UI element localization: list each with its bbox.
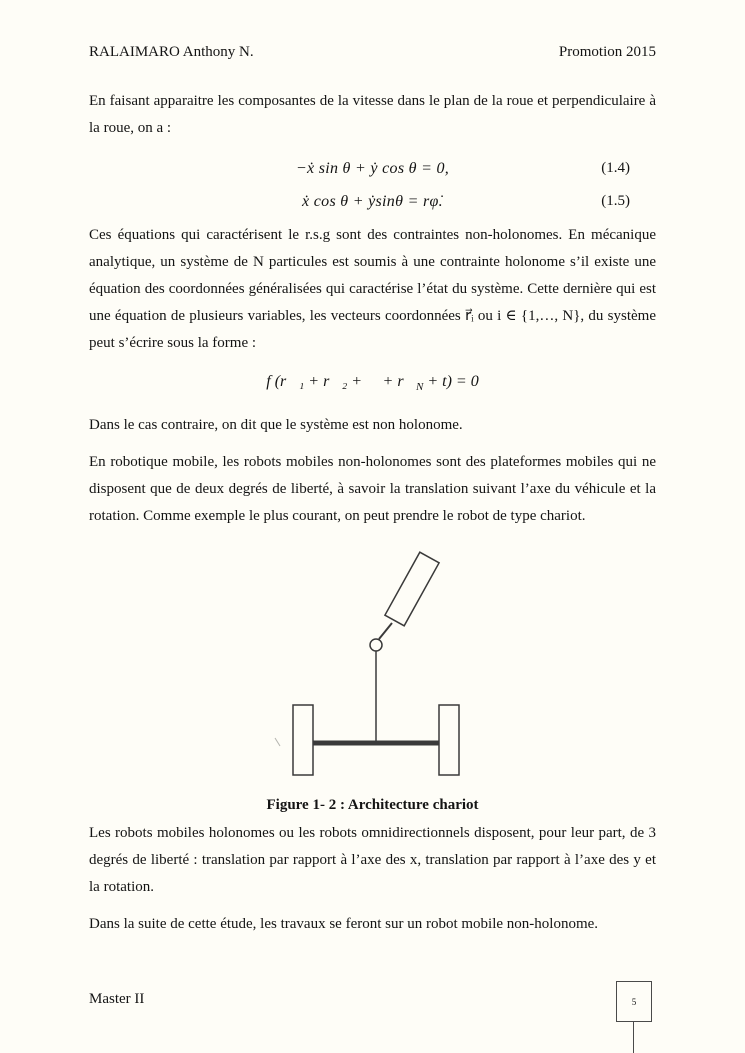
pivot-joint — [370, 639, 382, 651]
chariot-robot-drawing — [266, 544, 466, 782]
equation-1-5 — [89, 185, 656, 218]
equation-holonomic-sub-n: N — [416, 381, 424, 394]
equation-holonomic-lead: f ( — [266, 373, 281, 390]
equation-holonomic-terms: r⃗₁ + r⃗₂ + ⋯ + r⃗ — [280, 373, 417, 390]
stray-mark — [275, 738, 280, 746]
paragraph-holonomic-robots: Les robots mobiles holonomes ou les robots omnidirectionnels disposent, pour leur part, de 3 degrés de liberté : translation par rapport à l’axe des x, translation par rapport à l’axe des y et la rotation. — [89, 825, 656, 896]
equation-1-4-label: (1.4) — [601, 160, 630, 176]
equation-1-4 — [89, 152, 656, 185]
right-wheel — [439, 705, 459, 775]
fork-link — [379, 623, 392, 639]
page-number-connector-line — [633, 1022, 634, 1053]
footer-course: Master II — [89, 991, 145, 1007]
page-header — [89, 44, 656, 61]
left-wheel — [293, 705, 313, 775]
page-number-box — [616, 981, 652, 1022]
page-number: 5 — [631, 996, 637, 1007]
paragraph-holonomic-definition: Ces équations qui caractérisent le r.s.g sont des contraintes non-holonomes. En mécanique analytique, un système de N particules est soumis à une contrainte holonome s’il existe une équation des coordonnées généralisées qui caractérise l’état du système. Cette dernière qui est une équation de plusieurs variables, les vecteurs coordonnées r⃗ᵢ ou i ∈ {1,…, N}, du système peut s’écrire sous la forme : — [89, 227, 656, 351]
equation-1-4-body: −ẋ sin θ + ẏ cos θ = 0, — [295, 160, 450, 177]
figure-chariot — [89, 544, 656, 814]
paragraph-velocity-intro: En faisant apparaitre les composantes de la vitesse dans le plan de la roue et perpendiculaire à la roue, on a : — [89, 93, 656, 136]
equation-1-5-body: ẋ cos θ + ẏsinθ = rφ̇. — [302, 193, 443, 210]
equation-holonomic — [89, 367, 656, 402]
equation-holonomic-tail: + t) = 0 — [423, 373, 479, 390]
figure-caption: Figure 1- 2 : Architecture chariot — [266, 797, 479, 814]
equations-wheel-constraints — [89, 152, 656, 218]
header-promotion: Promotion 2015 — [558, 44, 656, 60]
paragraph-study-scope: Dans la suite de cette étude, les travaux se feront sur un robot mobile non-holonome. — [89, 916, 599, 933]
page-content — [89, 88, 656, 948]
paragraph-mobile-robots: En robotique mobile, les robots mobiles non-holonomes sont des plateformes mobiles qui ne disposent que de deux degrés de liberté, à savoir la translation suivant l’axe du véhicule et la rotation. Comme exemple le plus courant, on peut prendre le robot de type chariot. — [89, 454, 656, 525]
equation-1-5-label: (1.5) — [601, 193, 630, 209]
steering-wheel — [384, 552, 438, 626]
header-author: RALAIMARO Anthony N. — [89, 44, 254, 60]
paragraph-non-holonome: Dans le cas contraire, on dit que le système est non holonome. — [89, 417, 463, 434]
